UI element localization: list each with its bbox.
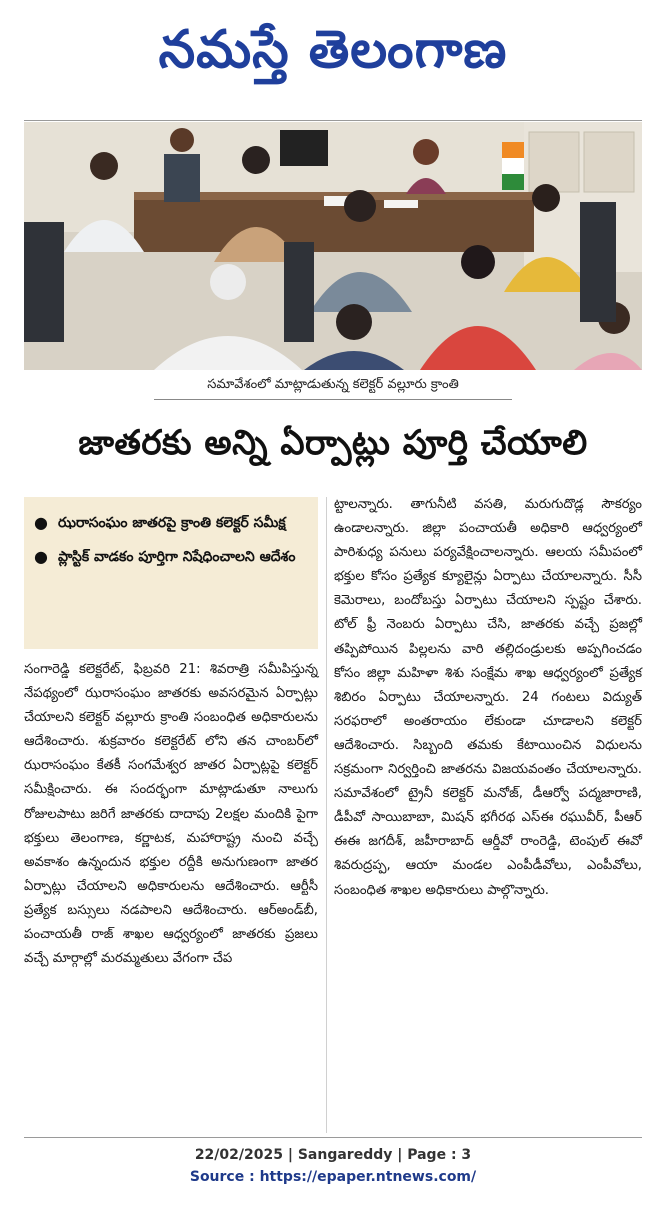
highlight-text: ప్లాస్టిక్ వాడకం పూర్తిగా నిషేధించాలని ఆదేశం — [58, 549, 296, 565]
photo-caption-text: సమావేశంలో మాట్లాడుతున్న కలెక్టర్ వల్లూరు క్రాంతి — [207, 377, 459, 392]
article-body-right: ట్టాలన్నారు. తాగునీటి వసతి, మరుగుదొడ్ల సౌకర్యం ఉండాలన్నారు. జిల్లా పంచాయతీ అధికారి ఆధ్వర్యంలో పారిశుధ్య పనులు పర్యవేక్షించాలన్నారు. ఆలయ సమీపంలో భక్తుల కోసం ప్రత్యేక క్యూలైన్లు ఏర్పాటు చేయాలన్నారు. సీసీ కెమెరాలు, బందోబస్తు ఏర్పాటు చేయాలని స్పష్టం చేశారు. టోల్ ఫ్రీ నెంబరు ఏర్పాటు చేసి, జాతరకు వచ్చే ప్రజల్లో తప్పిపోయిన పిల్లలను వారి తల్లిదండ్రులకు అప్పగించడం కోసం జిల్లా మహిళా శిశు సంక్షేమ శాఖ ఆధ్వర్యంలో ప్రత్యేక శిబిరం ఏర్పాటు చేయాలన్నారు. 24 గంటలు విద్యుత్ సరఫరాలో అంతరాయం లేకుండా చూడాలని కలెక్టర్ ఆదేశించారు. సిబ్బంది తమకు కేటాయించిన విధులను సక్రమంగా నిర్వర్తించి జాతరను విజయవంతం చేయాలన్నారు. సమావేశంలో ట్రైనీ కలెక్టర్ మనోజ్, డీఆర్వో పద్మజారాణి, డీపీవో సాయిబాబా, మిషన్ భగీరథ ఎస్ఈ రఘువీర్, పీఆర్ ఈఈ జగదీశ్, జహీరాబాద్ ఆర్డీవో రాంరెడ్డి, టెంపుల్ ఈవో శివరుద్రప్ప, ఆయా మండల ఎంపీడీవోలు, ఎంపీవోలు, సంబంధిత శాఖల అధికారులు పాల్గొన్నారు. — [334, 497, 642, 898]
edition-info: 22/02/2025 | Sangareddy | Page : 3 — [194, 1147, 472, 1163]
page-footer — [0, 1144, 666, 1188]
photo-caption — [24, 372, 642, 400]
bullet-icon: ● — [34, 547, 48, 566]
article-left-column — [24, 658, 318, 1133]
source-link[interactable]: Source : https://epaper.ntnews.com/ — [189, 1169, 477, 1185]
article-body-left: సంగారెడ్డి కలెక్టరేట్, ఫిబ్రవరి 21: శివరాత్రి సమీపిస్తున్న నేపథ్యంలో ఝరాసంఘం జాతరకు అవసరమైన ఏర్పాట్లు చేయాలని కలెక్టర్ వల్లూరు క్రాంతి సంబంధిత అధికారులను ఆదేశించారు. శుక్రవారం కలెక్టరేట్ లోని తన చాంబర్‌లో ఝరాసంఘం కేతకీ సంగమేశ్వర జాతర ఏర్పాట్లపై కలెక్టర్ సమీక్షించారు. ఈ సందర్భంగా మాట్లాడుతూ నాలుగు రోజులపాటు జరిగే జాతరకు దాదాపు 2లక్షల మందికి పైగా భక్తులు తెలంగాణ, కర్ణాటక, మహారాష్ట్ర నుంచి వచ్చే అవకాశం ఉన్నందున భక్తుల రద్దీకి అనుగుణంగా జాతర ఏర్పాట్లు చేయాలని అధికారులను ఆదేశించారు. ఆర్టీసీ ప్రత్యేక బస్సులు నడపాలని ఆదేశించారు. ఆర్అండ్‌బీ, పంచాయతీ రాజ్ శాఖల ఆధ్వర్యంలో జాతరకు ప్రజలు వచ్చే మార్గాల్లో మరమ్మతులు వేగంగా చేప — [24, 662, 318, 967]
highlight-item — [34, 543, 308, 571]
highlights-box — [24, 497, 318, 649]
masthead — [0, 0, 666, 100]
article-right-column — [334, 493, 642, 1133]
caption-underline — [154, 399, 512, 400]
news-photo — [24, 122, 642, 370]
column-divider — [326, 497, 327, 1133]
top-divider — [24, 120, 642, 121]
bullet-icon: ● — [34, 513, 48, 532]
bottom-divider — [24, 1137, 642, 1138]
highlight-text: ఝరాసంఘం జాతరపై క్రాంతి కలెక్టర్ సమీక్ష — [58, 515, 286, 531]
newspaper-title: నమస్తే తెలంగాణ — [158, 20, 508, 80]
article-headline: జాతరకు అన్ని ఏర్పాట్లు పూర్తి చేయాలి — [78, 423, 588, 463]
highlight-item — [34, 509, 308, 537]
